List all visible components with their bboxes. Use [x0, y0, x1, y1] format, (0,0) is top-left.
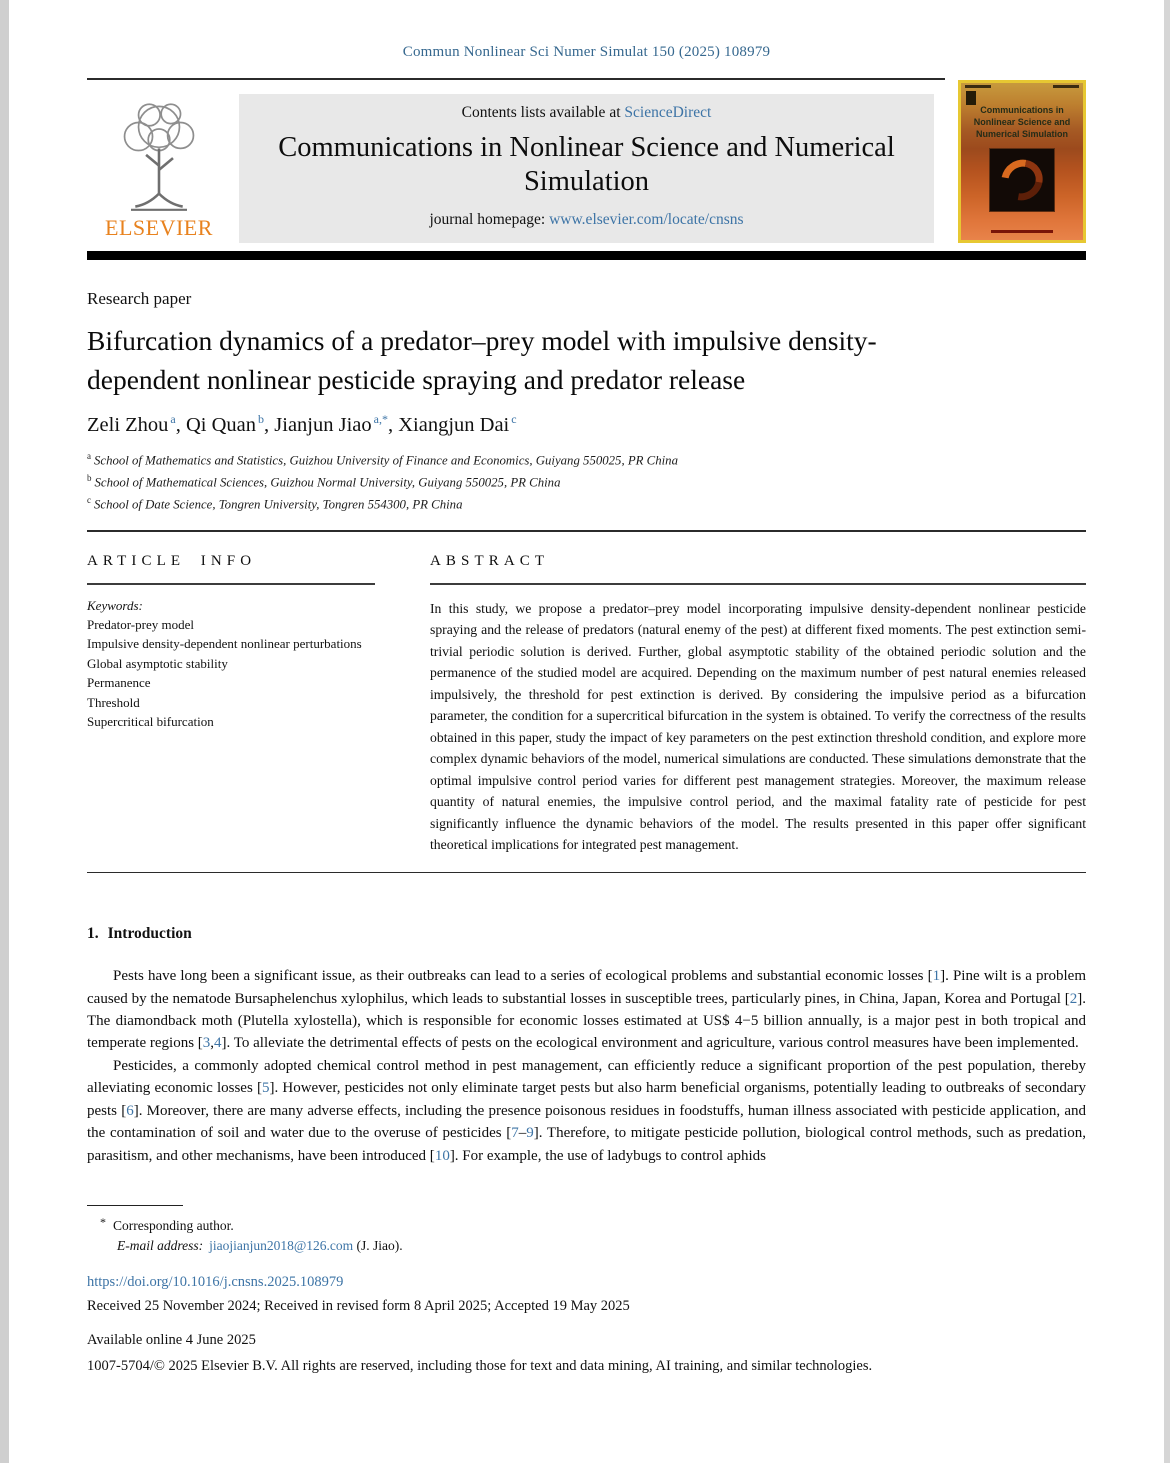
keyword-item: Global asymptotic stability: [87, 655, 228, 671]
section-title: Introduction: [107, 925, 192, 943]
cover-footer-text: [991, 230, 1053, 233]
text-segment: ]. Therefore, to mitigate pesticide pollution, biological control methods, such as predation, parasitism, and other mechanisms, have been introduced [: [87, 1125, 1086, 1164]
text-segment: ]. The diamondback moth (Plutella xylostella), which is responsible for economic losses estimated at US$ 4−5 billion annually, is a major pest in both tropical and temperate regions [: [87, 990, 1086, 1052]
authors-line: [87, 412, 1086, 437]
keyword-item: Predator-prey model: [87, 616, 194, 632]
article-title: Bifurcation dynamics of a predator–prey model with impulsive density-dependent nonlinear pesticide spraying and predator release: [87, 325, 877, 395]
email-label: E-mail address:: [117, 1238, 204, 1254]
cover-artwork: [989, 148, 1055, 212]
homepage-line: [429, 211, 743, 229]
affiliation-row: $^a$ School of Mathematics and Statistics, Guizhou University of Finance and Economics, Guiyang 550025, PR China: [87, 450, 678, 468]
affiliation-row: $^b$ School of Mathematical Sciences, Guizhou Normal University, Guiyang 550025, PR China: [87, 473, 561, 490]
keyword-item: Supercritical bifurcation: [87, 714, 214, 730]
elsevier-logo: [87, 80, 239, 243]
text-segment: ]. To alleviate the detrimental effects of pests on the ecological environment and agriculture, various control measures have been implemented.: [221, 1035, 1079, 1052]
reference-link[interactable]: 10: [434, 1147, 450, 1164]
article-info-column: [87, 553, 375, 856]
journal-banner: [239, 94, 934, 243]
section-number: 1.: [87, 925, 99, 943]
elsevier-wordmark: ELSEVIER: [105, 215, 213, 240]
text-segment: ,: [210, 1035, 215, 1052]
introduction-heading: [87, 925, 1086, 943]
cover-journal-title: Communications in Nonlinear Science and Numerical Simulation: [973, 105, 1071, 140]
text-segment: –: [518, 1125, 527, 1142]
author-affiliation-sup[interactable]: a: [170, 412, 176, 426]
footnote-block: [87, 1205, 1086, 1255]
journal-cover-thumbnail[interactable]: [958, 80, 1086, 243]
homepage-prefix: journal homepage:: [429, 211, 550, 229]
available-online: Available online 4 June 2025: [87, 1332, 256, 1349]
reference-link[interactable]: 1: [932, 968, 941, 985]
abstract-heading: ABSTRACT: [430, 552, 550, 569]
email-suffix: (J. Jiao).: [353, 1238, 403, 1254]
keywords-list: [87, 615, 375, 732]
author-affiliation-sup[interactable]: b: [258, 412, 265, 426]
page-edge-left: [0, 0, 9, 1463]
reference-link[interactable]: 7: [511, 1125, 519, 1142]
article-type-label: Research paper: [87, 289, 192, 308]
keyword-item: Permanence: [87, 675, 151, 691]
affiliations: [87, 449, 1086, 516]
copyright-line: 1007-5704/© 2025 Elsevier B.V. All rights are reserved, including those for text and data mining, AI training, and similar technologies.: [87, 1358, 873, 1375]
journal-title: Communications in Nonlinear Science and Numerical Simulation: [278, 132, 895, 197]
intro-paragraph-2: [87, 1055, 1086, 1167]
cover-elsevier-mark-icon: [966, 91, 976, 105]
text-segment: ]. For example, the use of ladybugs to control aphids: [449, 1147, 766, 1164]
author: Zeli Zhou $^a$,: [87, 412, 186, 436]
keywords-label: Keywords:: [87, 597, 143, 613]
cover-top-text: [961, 83, 1083, 90]
reference-link[interactable]: 2: [1069, 990, 1078, 1007]
paper-page: [9, 0, 1164, 1463]
section-divider: [87, 530, 1086, 532]
reference-link[interactable]: 5: [261, 1080, 270, 1097]
sciencedirect-link[interactable]: ScienceDirect: [624, 104, 712, 121]
text-segment: Pesticides, a commonly adopted chemical control method in pest management, can efficiently reduce a significant proportion of the pest population, thereby alleviating economic losses [: [87, 1057, 1086, 1097]
reference-link[interactable]: 4: [214, 1035, 222, 1052]
text-segment: ]. Pine wilt is a problem caused by the nematode Bursaphelenchus xylophilus, which leads to substantial losses in susceptible trees, particularly pines, in China, Japan, Korea and Portugal [: [87, 968, 1086, 1007]
text-segment: ]. However, pesticides not only eliminate target pests but also harm beneficial organisms, potentially leading to outbreaks of secondary pests [: [87, 1080, 1086, 1119]
author: Qi Quan $^b$,: [186, 412, 275, 436]
contents-prefix: Contents lists available at: [461, 104, 625, 121]
footnote-divider: [87, 1205, 183, 1207]
author-affiliation-sup[interactable]: c: [511, 412, 517, 426]
email-link[interactable]: jiaojianjun2018@126.com: [209, 1238, 354, 1254]
journal-citation: Commun Nonlinear Sci Numer Simulat 150 (2025) 108979: [402, 44, 771, 60]
affiliation-row: $^c$ School of Date Science, Tongren University, Tongren 554300, PR China: [87, 495, 463, 512]
elsevier-tree-icon: [105, 101, 213, 213]
reference-link[interactable]: 9: [526, 1125, 534, 1142]
received-dates: Received 25 November 2024; Received in revised form 8 April 2025; Accepted 19 May 2025: [87, 1298, 630, 1315]
text-segment: Pests have long been a significant issue, as their outbreaks can lead to a series of ecological problems and substantial economic losses [: [113, 968, 933, 985]
abstract-rule: [430, 583, 1086, 585]
article-info-heading: ARTICLE INFO: [87, 552, 257, 569]
corresponding-author-note: * Corresponding author.: [100, 1215, 234, 1234]
author: Jianjun Jiao $^{a,*}$,: [274, 412, 399, 436]
text-segment: ]. Moreover, there are many adverse effects, including the presence poisonous residues in foodstuffs, human illness associated with pesticide application, and the contamination of soil and water due to the overuse of pesticides [: [87, 1102, 1086, 1142]
author-affiliation-sup[interactable]: a,*: [373, 412, 388, 426]
article-info-rule: [87, 583, 375, 585]
reference-link[interactable]: 6: [126, 1102, 134, 1119]
abstract-column: [430, 553, 1086, 856]
header-divider-bar: [87, 251, 1086, 260]
asterisk-marker: *: [100, 1215, 106, 1230]
contents-line: [462, 104, 712, 122]
introduction-body: [87, 965, 1086, 1167]
author: Xiangjun Dai $^c$: [398, 412, 517, 436]
page-edge-right: [1164, 0, 1170, 1463]
reference-link[interactable]: 3: [202, 1035, 211, 1052]
intro-paragraph-1: [87, 965, 1086, 1055]
keyword-item: Impulsive density-dependent nonlinear perturbations: [87, 636, 362, 652]
journal-masthead: [87, 80, 1086, 243]
email-note: [117, 1238, 1086, 1254]
cover-swirl-icon: [993, 152, 1050, 209]
abstract-text: In this study, we propose a predator–prey model incorporating impulsive density-dependent nonlinear pesticide spraying and the release of predators (natural enemy of the pest) at different fixed moments. The pest extinction semi-trivial periodic solution is derived. Further, global asymptotic stability of the obtained periodic solution and the permanence of the studied model are acquired. Depending on the maximum number of pest natural enemies released impulsively, the threshold for pest extinction is derived. By considering the impulsive period as a bifurcation parameter, the condition for a supercritical bifurcation in the system is obtained. To verify the correctness of the results obtained in this paper, study the impact of key parameters on the pest extinction threshold condition, and explore more complex dynamic behaviors of the model, numerical simulations are conducted. These simulations demonstrate that the optimal impulsive control period varies for different pest management strategies. Moreover, the maximum release quantity of natural enemies, the impulsive control period, and the maximal fatality rate of pesticide for pest significantly influence the dynamic behaviors of the model. The results presented in this paper offer significant theoretical implications for integrated pest management.: [430, 600, 1086, 853]
keyword-item: Threshold: [87, 694, 140, 710]
doi-link[interactable]: https://doi.org/10.1016/j.cnsns.2025.108979: [87, 1274, 344, 1291]
abstract-bottom-divider: [87, 872, 1086, 874]
journal-homepage-link[interactable]: www.elsevier.com/locate/cnsns: [549, 211, 744, 229]
